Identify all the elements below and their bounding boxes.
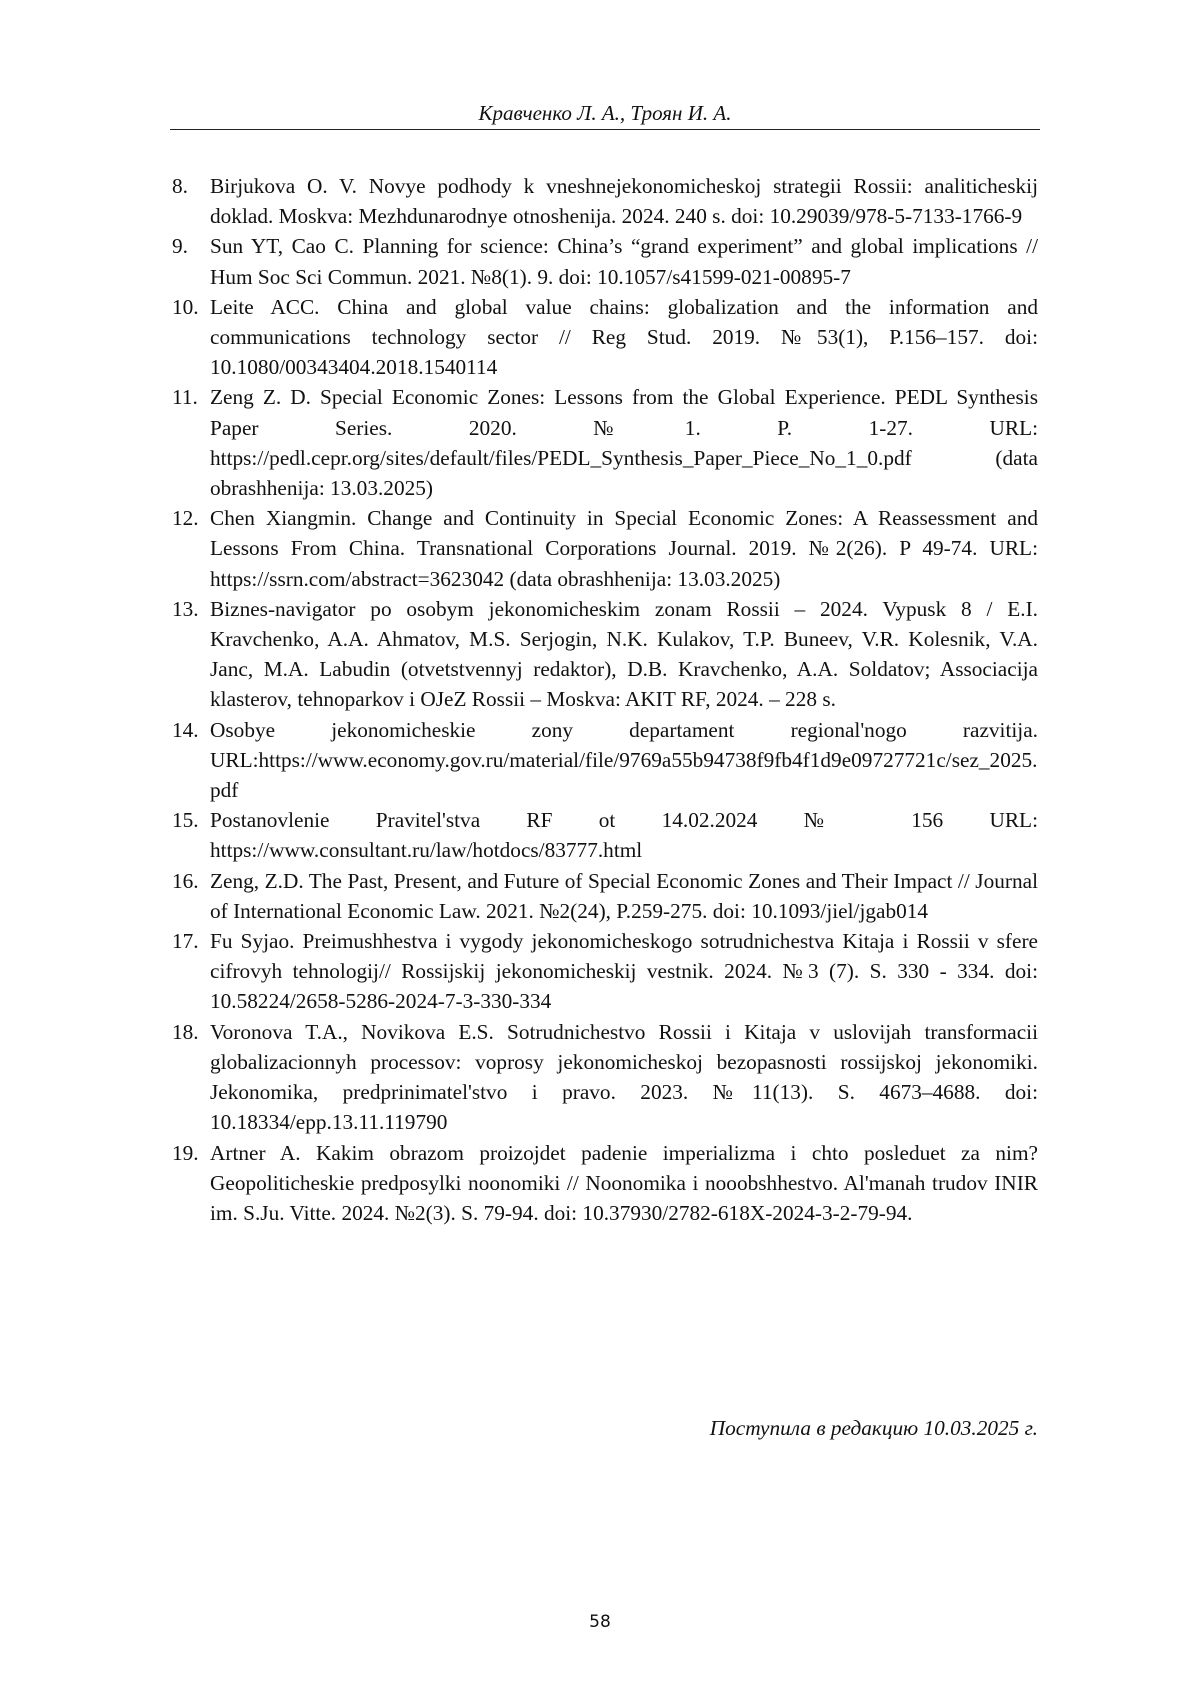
reference-number: 19.: [172, 1140, 199, 1165]
reference-text: Fu Syjao. Preimushhestva i vygody jekonomicheskogo sotrudnichestva Kitaja i Rossii v sfere cifrovyh tehnologij// Rossijskij jekonomicheskij vestnik. 2024. №3 (7). S. 330 - 334. doi: 10.58224/2658-5286-2024-7-3-330-334: [210, 929, 1038, 1014]
reference-item: [172, 503, 1038, 594]
reference-number: 16.: [172, 868, 199, 893]
reference-text: Zeng Z. D. Special Economic Zones: Lessons from the Global Experience. PEDL Synthesis Paper Series. 2020. №1. P. 1-27. URL: https://pedl.cepr.org/sites/default/files/PEDL_Synthesis_Paper_Piece_No_1_0.pdf (data obrashhenija: 13.03.2025): [210, 385, 1038, 501]
reference-number: 14.: [172, 717, 199, 742]
reference-text: Leite ACC. China and global value chains: globalization and the information and communications technology sector // Reg Stud. 2019. №53(1), P.156–157. doi: 10.1080/00343404.2018.1540114: [210, 294, 1038, 380]
reference-item: [172, 1017, 1038, 1138]
reference-item: [172, 866, 1038, 926]
reference-text: Artner A. Kakim obrazom proizojdet padenie imperializma i chto posleduet za nim? Geopoliticheskie predposylki noonomiki // Noonomika i nooobshhestvo. Al'manah trudov INIR im. S.Ju. Vitte. 2024. №2(3). S. 79-94. doi: 10.37930/2782-618X-2024-3-2-79-94.: [210, 1140, 1038, 1225]
page-number: 58: [589, 1612, 611, 1632]
reference-item: [172, 231, 1038, 291]
reference-number: 15.: [172, 808, 199, 833]
reference-number: 9.: [172, 234, 188, 259]
reference-number: 10.: [172, 294, 199, 319]
reference-number: 8.: [172, 174, 188, 198]
reference-text: Birjukova O. V. Novye podhody k vneshnejekonomicheskoj strategii Rossii: analiticheskij doklad. Moskva: Mezhdunarodnye otnoshenija. 2024. 240 s. doi: 10.29039/978-5-7133-1766-9: [210, 174, 1038, 229]
running-head: Кравченко Л. А., Троян И. А.: [478, 101, 732, 125]
header-divider: [170, 129, 1040, 130]
reference-item: [172, 594, 1038, 715]
reference-item: [172, 926, 1038, 1017]
reference-item: [172, 171, 1038, 231]
reference-item: [172, 1138, 1038, 1229]
reference-number: 13.: [172, 596, 199, 621]
reference-item: [172, 805, 1038, 865]
reference-text: Zeng, Z.D. The Past, Present, and Future of Special Economic Zones and Their Impact // Journal of International Economic Law. 2021. №2(24), P.259-275. doi: 10.1093/jiel/jgab014: [210, 868, 1038, 923]
reference-text: Chen Xiangmin. Change and Continuity in Special Economic Zones: A Reassessment and Lessons From China. Transnational Corporations Journal. 2019. №2(26). P 49-74. URL: https://ssrn.com/abstract=3623042 (data obrashhenija: 13.03.2025): [210, 506, 1038, 591]
reference-item: [172, 715, 1038, 806]
reference-text: Voronova T.A., Novikova E.S. Sotrudnichestvo Rossii i Kitaja v uslovijah transformacii globalizacionnyh processov: voprosy jekonomicheskoj bezopasnosti rossijskoj jekonomiki. Jekonomika, predprinimatel'stvo i pravo. 2023. №11(13). S. 4673–4688. doi: 10.18334/epp.13.11.119790: [210, 1019, 1038, 1135]
reference-text: Sun YT, Cao C. Planning for science: China’s “grand experiment” and global implications // Hum Soc Sci Commun. 2021. №8(1). 9. doi: 10.1057/s41599-021-00895-7: [210, 234, 1038, 289]
reference-number: 12.: [172, 506, 199, 531]
reference-number: 18.: [172, 1019, 199, 1044]
reference-text: Biznes-navigator po osobym jekonomicheskim zonam Rossii – 2024. Vypusk 8 / E.I. Kravchenko, A.A. Ahmatov, M.S. Serjogin, N.K. Kulakov, T.P. Buneev, V.R. Kolesnik, V.A. Janc, M.A. Labudin (otvetstvennyj redaktor), D.B. Kravchenko, A.A. Soldatov; Associacija klasterov, tehnoparkov i OJeZ Rossii – Moskva: AKIT RF, 2024. – 228 s.: [210, 596, 1038, 712]
reference-item: [172, 292, 1038, 383]
reference-number: 17.: [172, 929, 199, 954]
reference-list: [172, 171, 1038, 1228]
reference-number: 11.: [172, 385, 198, 410]
received-date-note: Поступила в редакцию 10.03.2025 г.: [709, 1416, 1038, 1440]
reference-text: Osobye jekonomicheskie zony departament regional'nogo razvitija. URL:https://www.economy.gov.ru/material/file/9769a55b94738f9fb4f1d9e09727721c/sez_2025.pdf: [210, 717, 1038, 803]
reference-item: [172, 382, 1038, 503]
reference-text: Postanovlenie Pravitel'stva RF ot 14.02.2024 № 156 URL: https://www.consultant.ru/law/hotdocs/83777.html: [210, 808, 1038, 863]
